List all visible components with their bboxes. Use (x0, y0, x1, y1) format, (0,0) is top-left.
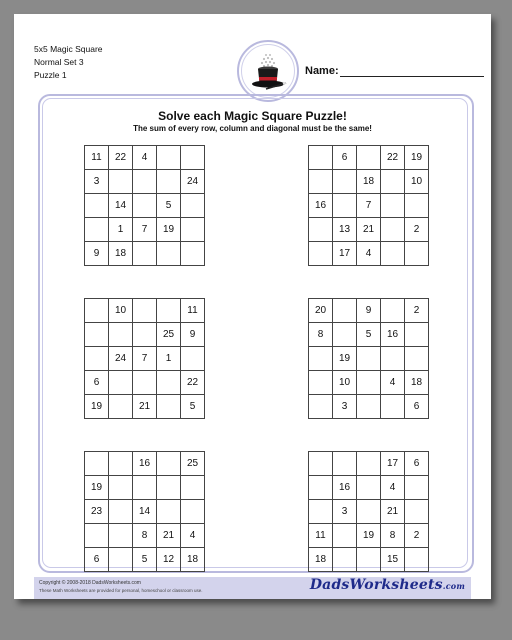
grid-cell-empty[interactable] (309, 347, 333, 371)
grid-cell-given: 22 (381, 146, 405, 170)
grid-cell-empty[interactable] (333, 323, 357, 347)
grid-cell-given: 7 (357, 194, 381, 218)
grid-cell-given: 4 (181, 524, 205, 548)
grid-cell-empty[interactable] (181, 218, 205, 242)
grid-cell-given: 25 (157, 323, 181, 347)
grid-cell-empty[interactable] (85, 299, 109, 323)
grid-cell-given: 4 (357, 242, 381, 266)
grid-row (85, 500, 205, 524)
grid-row (309, 500, 429, 524)
grid-cell-empty[interactable] (157, 500, 181, 524)
grid-cell-given: 23 (85, 500, 109, 524)
grid-cell-empty[interactable] (157, 395, 181, 419)
grid-cell-given: 4 (381, 371, 405, 395)
grid-row (85, 452, 205, 476)
grid-cell-given: 9 (181, 323, 205, 347)
grid-row (309, 218, 429, 242)
grid-cell-empty[interactable] (309, 218, 333, 242)
grid-cell-given: 9 (85, 242, 109, 266)
grid-cell-given: 19 (357, 524, 381, 548)
grid-cell-empty[interactable] (85, 194, 109, 218)
magic-square-4 (308, 298, 429, 419)
grid-row (85, 170, 205, 194)
grid-cell-empty[interactable] (309, 242, 333, 266)
grid-cell-empty[interactable] (181, 347, 205, 371)
grid-cell-empty[interactable] (381, 347, 405, 371)
grid-cell-given: 16 (133, 452, 157, 476)
grid-cell-given: 2 (405, 524, 429, 548)
grid-cell-empty[interactable] (85, 323, 109, 347)
grid-cell-given: 8 (309, 323, 333, 347)
grid-cell-empty[interactable] (381, 218, 405, 242)
grid-cell-empty[interactable] (333, 452, 357, 476)
grid-cell-given: 5 (133, 548, 157, 572)
grid-cell-empty[interactable] (181, 194, 205, 218)
grid-cell-empty[interactable] (109, 500, 133, 524)
grid-row (85, 371, 205, 395)
brand-suffix: .com (442, 581, 465, 591)
grid-cell-empty[interactable] (157, 476, 181, 500)
grid-row (85, 194, 205, 218)
grid-row (309, 371, 429, 395)
grid-row (85, 299, 205, 323)
grid-cell-empty[interactable] (109, 524, 133, 548)
grid-cell-empty[interactable] (405, 548, 429, 572)
grid-row (309, 194, 429, 218)
grid-cell-given: 18 (109, 242, 133, 266)
grid-row (309, 323, 429, 347)
grid-row (309, 170, 429, 194)
grid-cell-given: 4 (133, 146, 157, 170)
grid-cell-given: 8 (133, 524, 157, 548)
grid-cell-given: 1 (157, 347, 181, 371)
grid-cell-empty[interactable] (309, 395, 333, 419)
grid-cell-given: 19 (85, 395, 109, 419)
grid-cell-empty[interactable] (357, 395, 381, 419)
grid-row (309, 524, 429, 548)
grid-cell-given: 9 (357, 299, 381, 323)
grid-cell-empty[interactable] (381, 242, 405, 266)
grid-cell-empty[interactable] (85, 452, 109, 476)
grid-cell-empty[interactable] (381, 299, 405, 323)
grid-cell-empty[interactable] (381, 170, 405, 194)
grid-cell-empty[interactable] (181, 476, 205, 500)
grid-cell-empty[interactable] (333, 299, 357, 323)
worksheet-info (34, 43, 103, 82)
grid-cell-given: 15 (381, 548, 405, 572)
grid-cell-given: 25 (181, 452, 205, 476)
grid-cell-given: 12 (157, 548, 181, 572)
grid-cell-empty[interactable] (157, 242, 181, 266)
grid-cell-given: 4 (381, 476, 405, 500)
grid-cell-empty[interactable] (381, 395, 405, 419)
grid-row (85, 146, 205, 170)
grid-cell-empty[interactable] (133, 371, 157, 395)
grid-cell-given: 19 (333, 347, 357, 371)
grid-cell-given: 16 (333, 476, 357, 500)
worksheet-puzzle-number: Puzzle 1 (34, 70, 67, 80)
grid-cell-given: 17 (381, 452, 405, 476)
brand-name: DadsWorksheets (309, 577, 443, 593)
grid-cell-empty[interactable] (333, 170, 357, 194)
grid-cell-given: 3 (333, 395, 357, 419)
grid-cell-given: 13 (333, 218, 357, 242)
grid-cell-given: 6 (405, 452, 429, 476)
name-label: Name: (305, 65, 339, 77)
grid-cell-given: 10 (333, 371, 357, 395)
grid-cell-empty[interactable] (381, 194, 405, 218)
grid-cell-empty[interactable] (85, 218, 109, 242)
grid-cell-given: 7 (133, 218, 157, 242)
grid-cell-empty[interactable] (133, 170, 157, 194)
grid-row (309, 452, 429, 476)
grid-cell-given: 11 (85, 146, 109, 170)
copyright-text: Copyright © 2008-2018 DadsWorksheets.com (39, 580, 141, 586)
grid-cell-given: 7 (133, 347, 157, 371)
grid-cell-given: 21 (381, 500, 405, 524)
grid-cell-given: 19 (157, 218, 181, 242)
grid-cell-given: 14 (133, 500, 157, 524)
grid-cell-given: 1 (109, 218, 133, 242)
grid-cell-empty[interactable] (133, 299, 157, 323)
grid-cell-given: 18 (181, 548, 205, 572)
grid-cell-empty[interactable] (109, 476, 133, 500)
grid-row (85, 476, 205, 500)
grid-cell-given: 8 (381, 524, 405, 548)
grid-row (85, 524, 205, 548)
grid-cell-empty[interactable] (333, 194, 357, 218)
grid-cell-given: 18 (309, 548, 333, 572)
grid-cell-empty[interactable] (133, 242, 157, 266)
grid-row (309, 395, 429, 419)
grid-cell-empty[interactable] (357, 500, 381, 524)
grid-cell-empty[interactable] (333, 524, 357, 548)
grid-cell-empty[interactable] (157, 299, 181, 323)
grid-cell-given: 21 (133, 395, 157, 419)
grid-cell-empty[interactable] (133, 194, 157, 218)
grid-cell-empty[interactable] (85, 347, 109, 371)
grid-cell-given: 17 (333, 242, 357, 266)
magic-square-3 (84, 298, 205, 419)
grid-cell-empty[interactable] (309, 146, 333, 170)
grid-cell-given: 24 (109, 347, 133, 371)
grid-cell-given: 6 (85, 548, 109, 572)
usage-note: These Math Worksheets are provided for personal, homeschool or classroom use. (39, 588, 203, 593)
grid-row (85, 242, 205, 266)
grid-cell-empty[interactable] (109, 452, 133, 476)
grid-cell-empty[interactable] (109, 395, 133, 419)
grid-cell-given: 18 (405, 371, 429, 395)
worksheet-type: 5x5 Magic Square (34, 44, 103, 54)
grid-cell-given: 18 (357, 170, 381, 194)
grid-cell-empty[interactable] (357, 548, 381, 572)
grid-cell-empty[interactable] (405, 323, 429, 347)
grid-cell-given: 5 (181, 395, 205, 419)
grid-row (309, 242, 429, 266)
grid-cell-empty[interactable] (85, 524, 109, 548)
grid-cell-empty[interactable] (133, 323, 157, 347)
grid-cell-empty[interactable] (309, 500, 333, 524)
grid-cell-given: 22 (181, 371, 205, 395)
grid-cell-given: 16 (381, 323, 405, 347)
grid-cell-empty[interactable] (309, 371, 333, 395)
grid-cell-empty[interactable] (357, 476, 381, 500)
grid-row (309, 146, 429, 170)
grid-row (85, 323, 205, 347)
grid-cell-empty[interactable] (357, 146, 381, 170)
grid-cell-given: 19 (405, 146, 429, 170)
grid-cell-empty[interactable] (405, 500, 429, 524)
grid-row (309, 476, 429, 500)
grid-cell-given: 5 (357, 323, 381, 347)
magic-square-1 (84, 145, 205, 266)
grid-cell-empty[interactable] (309, 170, 333, 194)
grid-cell-empty[interactable] (405, 476, 429, 500)
grid-cell-empty[interactable] (109, 371, 133, 395)
grid-cell-empty[interactable] (181, 146, 205, 170)
grid-row (85, 395, 205, 419)
grid-cell-given: 21 (157, 524, 181, 548)
grid-cell-given: 24 (181, 170, 205, 194)
instructions-subtitle: The sum of every row, column and diagonal must be the same! (133, 124, 372, 133)
grid-cell-empty[interactable] (357, 452, 381, 476)
worksheet-page (14, 14, 491, 599)
grid-cell-given: 22 (109, 146, 133, 170)
grid-cell-empty[interactable] (157, 146, 181, 170)
grid-cell-empty[interactable] (157, 371, 181, 395)
grid-cell-empty[interactable] (181, 242, 205, 266)
grid-cell-given: 19 (85, 476, 109, 500)
grid-row (309, 299, 429, 323)
grid-cell-empty[interactable] (357, 347, 381, 371)
grid-cell-empty[interactable] (405, 347, 429, 371)
grid-cell-given: 6 (333, 146, 357, 170)
grid-cell-empty[interactable] (109, 548, 133, 572)
grid-cell-given: 2 (405, 218, 429, 242)
grid-row (85, 347, 205, 371)
worksheet-set: Normal Set 3 (34, 57, 84, 67)
grid-cell-empty[interactable] (181, 500, 205, 524)
magic-square-5 (84, 451, 205, 572)
grid-row (309, 548, 429, 572)
grid-cell-empty[interactable] (309, 452, 333, 476)
footer-bar (34, 577, 471, 599)
magic-square-6 (308, 451, 429, 572)
grid-cell-given: 14 (109, 194, 133, 218)
grid-row (85, 548, 205, 572)
grid-cell-given: 6 (405, 395, 429, 419)
grid-row (309, 347, 429, 371)
grid-cell-empty[interactable] (157, 170, 181, 194)
grid-cell-given: 20 (309, 299, 333, 323)
grid-cell-empty[interactable] (133, 476, 157, 500)
grid-cell-given: 6 (85, 371, 109, 395)
magic-square-2 (308, 145, 429, 266)
grid-cell-given: 10 (109, 299, 133, 323)
grid-cell-given: 16 (309, 194, 333, 218)
grid-row (85, 218, 205, 242)
grid-cell-empty[interactable] (309, 476, 333, 500)
grid-cell-given: 5 (157, 194, 181, 218)
grid-cell-empty[interactable] (357, 371, 381, 395)
instructions-title: Solve each Magic Square Puzzle! (158, 109, 347, 123)
brand-logo (310, 577, 465, 593)
grid-cell-given: 3 (333, 500, 357, 524)
grid-cell-empty[interactable] (405, 194, 429, 218)
grid-cell-empty[interactable] (405, 242, 429, 266)
grid-cell-given: 11 (181, 299, 205, 323)
grid-cell-given: 10 (405, 170, 429, 194)
grid-cell-empty[interactable] (109, 170, 133, 194)
grid-cell-empty[interactable] (109, 323, 133, 347)
name-field-line[interactable] (340, 76, 484, 77)
grid-cell-empty[interactable] (157, 452, 181, 476)
grid-cell-given: 3 (85, 170, 109, 194)
grid-cell-given: 21 (357, 218, 381, 242)
grid-cell-given: 2 (405, 299, 429, 323)
grid-cell-given: 11 (309, 524, 333, 548)
grid-cell-empty[interactable] (333, 548, 357, 572)
